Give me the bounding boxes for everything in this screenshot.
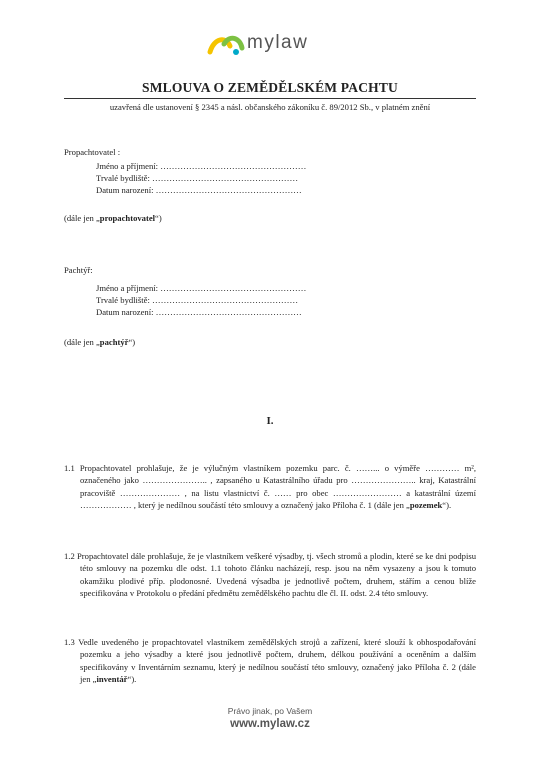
propachtovatel-reference: (dále jen „propachtovatel“)	[64, 213, 162, 223]
propachtovatel-name: Jméno a příjmení: ……………………………………………	[96, 161, 307, 171]
footer-website-link[interactable]: www.mylaw.cz	[230, 718, 310, 730]
title-divider	[64, 98, 476, 99]
pachtyr-reference: (dále jen „pachtýř“)	[64, 337, 136, 347]
pachtyr-address: Trvalé bydliště: ……………………………………………	[96, 295, 299, 305]
propachtovatel-birth: Datum narození: ……………………………………………	[96, 185, 302, 195]
pachtyr-birth: Datum narození: ……………………………………………	[96, 307, 302, 317]
document-subtitle: uzavřená dle ustanovení § 2345 a násl. občanského zákoníku č. 89/2012 Sb., v platném znění	[109, 102, 431, 112]
propachtovatel-address: Trvalé bydliště: ……………………………………………	[96, 173, 299, 183]
section-heading: I.	[266, 415, 274, 427]
document-title: SMLOUVA O ZEMĚDĚLSKÉM PACHTU	[141, 80, 398, 95]
propachtovatel-label: Propachtovatel :	[64, 147, 121, 157]
paragraph-1-2: 1.2 Propachtovatel dále prohlašuje, že je vlastníkem veškeré výsadby, tj. všech stromů a plodin, které se ke dni podpisu této smlouvy na pozemku dle odst. 1.1 tohoto článku nacházejí, resp. jsou na něm vysazeny a jsou k tomuto okamžiku plodivé příp. plodonosné. Uvedená výsadba je jednotlivě počtem, druhem, stářím a cenou blíže specifikována v Protokolu o předání předmětu zemědělského pachtu dle čl. II. odst. 2.4 této smlouvy.	[64, 551, 476, 598]
paragraph-1-3: 1.3 Vedle uvedeného je propachtovatel vlastníkem zemědělských strojů a zařízení, které slouží k obhospodařování pozemku a jeho výsadby a které jsou jednotlivě počtem, druhem, délkou používání a oceněním a dalším specifikovány v Inventárním seznamu, který je nedílnou součástí této smlouvy, označený jako Příloha č. 2 (dále jen „inventář“).	[64, 637, 476, 684]
footer-slogan: Právo jinak, po Vašem	[227, 706, 313, 716]
brand-name: mylaw	[247, 32, 309, 53]
paragraph-1-1: 1.1 Propachtovatel prohlašuje, že je výlučným vlastníkem pozemku parc. č. ……... o výměře ………… m², označeného jako ………………….. , zapsaného u Katastrálního úřadu pro ………………….. kraj, Katastrální pracoviště ………………… , na listu vlastnictví č. …… pro obec …………………… a katastrální území ……………… , který je nedílnou součástí této smlouvy a označený jako Příloha č. 1 (dále jen „pozemek“).	[64, 463, 476, 510]
pachtyr-label: Pachtýř:	[64, 265, 93, 275]
pachtyr-name: Jméno a příjmení: ……………………………………………	[96, 283, 307, 293]
